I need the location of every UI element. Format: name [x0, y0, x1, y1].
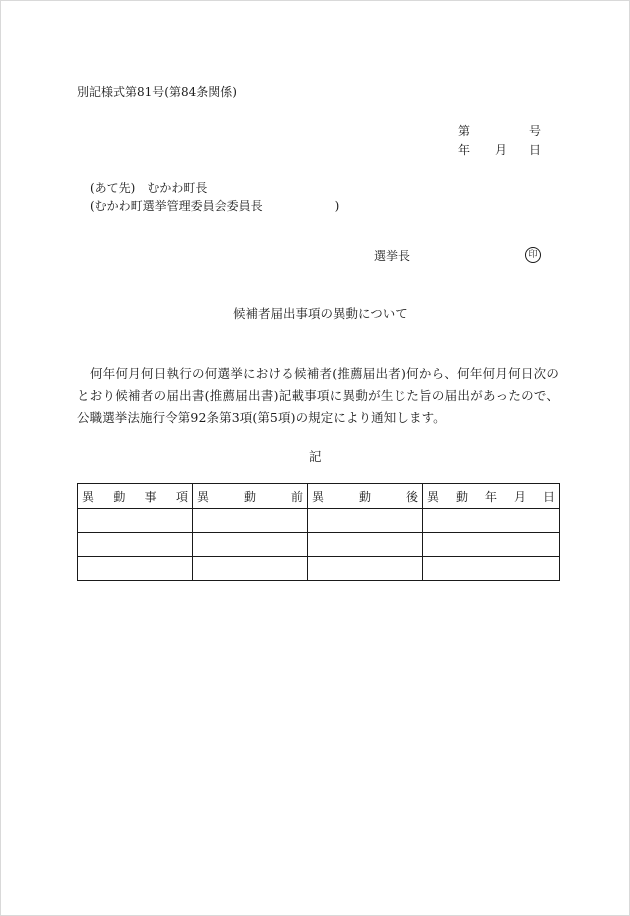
table-row [78, 509, 560, 533]
header-change-date: 異 動 年 月 日 [423, 484, 560, 509]
body-paragraph: 何年何月何日執行の何選挙における候補者(推薦届出者)何から、何年何月何日次のとおり候補者の届出書(推薦届出書)記載事項に異動が生じた旨の届出があったので、公職選挙法施行令第92条第3項(第5項)の規定により通知します。 [77, 366, 559, 425]
header-after-change: 異 動 後 [308, 484, 423, 509]
addressee-line-1: (あて先) むかわ町長 [90, 181, 208, 195]
ki-label: 記 [309, 449, 322, 464]
date-month-label: 月 [495, 143, 508, 157]
number-go-label: 号 [529, 124, 542, 138]
table-cell [423, 509, 560, 533]
seal-mark: 印 [525, 247, 541, 263]
form-number: 別記様式第81号(第84条関係) [77, 85, 237, 99]
addressee-line-2: (むかわ町選挙管理委員会委員長 ) [90, 199, 340, 213]
header-change-item: 異 動 事 項 [78, 484, 193, 509]
table-row [78, 557, 560, 581]
table-cell [78, 557, 193, 581]
table-cell [193, 557, 308, 581]
table-cell [423, 557, 560, 581]
table-cell [308, 533, 423, 557]
document-title: 候補者届出事項の異動について [233, 306, 408, 321]
table-cell [308, 509, 423, 533]
date-year-label: 年 [458, 143, 471, 157]
date-day-label: 日 [529, 143, 542, 157]
table-cell [193, 509, 308, 533]
sender-title: 選挙長 [374, 249, 411, 263]
table-row [78, 533, 560, 557]
table-cell [78, 509, 193, 533]
table-cell [193, 533, 308, 557]
header-before-change: 異 動 前 [193, 484, 308, 509]
number-dai-label: 第 [458, 124, 471, 138]
table-cell [78, 533, 193, 557]
change-table [77, 483, 560, 581]
table-cell [308, 557, 423, 581]
table-cell [423, 533, 560, 557]
table-header-row [78, 484, 560, 509]
